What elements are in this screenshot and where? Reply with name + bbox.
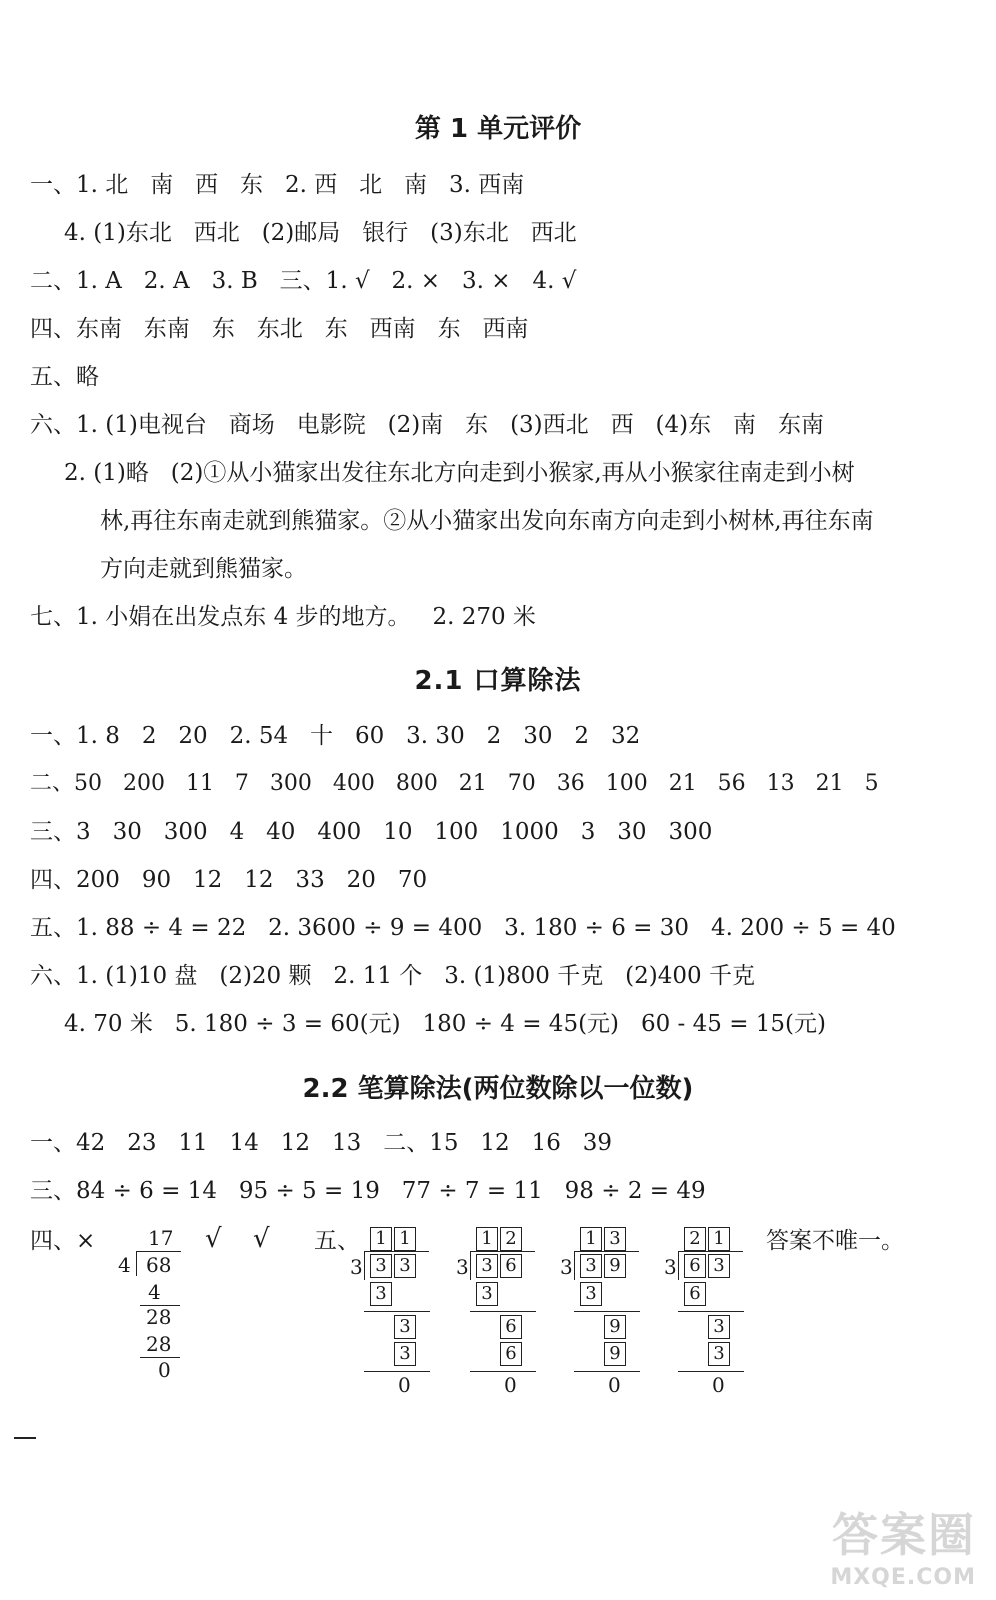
watermark-url: MXQE.COM — [830, 1565, 976, 1590]
digit-box: 1 — [580, 1227, 602, 1251]
digit-box: 3 — [580, 1254, 602, 1278]
digit-box: 3 — [476, 1282, 498, 1306]
answer-line: 二、50 200 11 7 300 400 800 21 70 36 100 21 56 13 21 5 — [30, 771, 879, 796]
subtract-boxes — [370, 1282, 394, 1306]
subtract-boxes — [500, 1342, 524, 1366]
check-mark: √ — [205, 1224, 222, 1254]
remainder-boxes — [604, 1315, 628, 1339]
digit-box: 3 — [394, 1254, 416, 1278]
remainder-boxes — [500, 1315, 524, 1339]
answer-line: 四、东南 东南 东 东北 东 西南 东 西南 — [30, 316, 529, 342]
answer-line: 六、1. (1)10 盘 (2)20 颗 2. 11 个 3. (1)800 千克 (2)400 千克 — [30, 963, 755, 989]
answer-line: 4. 70 米 5. 180 ÷ 3 = 60(元) 180 ÷ 4 = 45(元) 60 - 45 = 15(元) — [64, 1011, 826, 1037]
dividend-boxes — [370, 1254, 418, 1278]
division-rule — [678, 1311, 744, 1312]
digit-box: 9 — [604, 1342, 626, 1366]
digit-box: 2 — [500, 1227, 522, 1251]
section4-quotient: 17 — [148, 1226, 174, 1250]
footer-line — [14, 1437, 36, 1439]
digit-box: 3 — [708, 1315, 730, 1339]
dividend-boxes — [476, 1254, 524, 1278]
heading-written-division: 2.2 笔算除法(两位数除以一位数) — [302, 1074, 694, 1104]
answer-line: 七、1. 小娟在出发点东 4 步的地方。 2. 270 米 — [30, 604, 536, 630]
digit-box: 3 — [708, 1254, 730, 1278]
digit-box: 3 — [580, 1282, 602, 1306]
answer-line: 三、84 ÷ 6 = 14 95 ÷ 5 = 19 77 ÷ 7 = 11 98 ÷ 2 = 49 — [30, 1178, 706, 1204]
section4-step: 0 — [158, 1358, 171, 1382]
divisor: 3 — [664, 1255, 677, 1279]
digit-box: 1 — [394, 1227, 416, 1251]
digit-box: 6 — [500, 1342, 522, 1366]
dividend-boxes — [580, 1254, 628, 1278]
remainder: 0 — [398, 1373, 411, 1397]
answer-line: 林,再往东南走就到熊猫家。②从小猫家出发向东南方向走到小树林,再往东南 — [100, 508, 874, 534]
subtract-boxes — [604, 1342, 628, 1366]
digit-box: 3 — [370, 1282, 392, 1306]
section4-dividend: 68 — [146, 1253, 172, 1277]
subtract-boxes — [476, 1282, 500, 1306]
section4-label: 四、× — [30, 1228, 96, 1254]
digit-box: 9 — [604, 1254, 626, 1278]
remainder-boxes — [708, 1315, 732, 1339]
digit-box: 3 — [604, 1227, 626, 1251]
section4-step: 28 — [146, 1305, 172, 1329]
digit-box: 3 — [708, 1342, 730, 1366]
digit-box: 3 — [476, 1254, 498, 1278]
digit-box: 1 — [708, 1227, 730, 1251]
digit-box: 6 — [684, 1254, 706, 1278]
division-rule — [678, 1371, 744, 1372]
digit-box: 1 — [370, 1227, 392, 1251]
division-rule — [364, 1371, 430, 1372]
subtract-boxes — [708, 1342, 732, 1366]
division-rule — [574, 1371, 640, 1372]
check-mark: √ — [253, 1224, 270, 1254]
remainder-boxes — [394, 1315, 418, 1339]
section4-step: 4 — [148, 1280, 161, 1304]
digit-box: 9 — [604, 1315, 626, 1339]
digit-box: 6 — [500, 1254, 522, 1278]
divisor: 3 — [456, 1255, 469, 1279]
section4-divisor: 4 — [118, 1253, 131, 1277]
subtract-boxes — [684, 1282, 708, 1306]
digit-box: 3 — [370, 1254, 392, 1278]
watermark — [830, 1499, 976, 1590]
answer-line: 五、1. 88 ÷ 4 = 22 2. 3600 ÷ 9 = 400 3. 180 ÷ 6 = 30 4. 200 ÷ 5 = 40 — [30, 915, 896, 941]
answer-line: 一、1. 北 南 西 东 2. 西 北 南 3. 西南 — [30, 172, 525, 198]
digit-box: 2 — [684, 1227, 706, 1251]
digit-box: 3 — [394, 1315, 416, 1339]
answer-line: 三、3 30 300 4 40 400 10 100 1000 3 30 300 — [30, 819, 713, 845]
answer-line: 四、200 90 12 12 33 20 70 — [30, 867, 428, 893]
quotient-boxes — [476, 1227, 524, 1251]
remainder: 0 — [608, 1373, 621, 1397]
section4-step: 28 — [146, 1332, 172, 1356]
section5-label: 五、 — [314, 1228, 360, 1254]
quotient-boxes — [370, 1227, 418, 1251]
division-rule — [470, 1371, 536, 1372]
quotient-boxes — [580, 1227, 628, 1251]
answer-line: 五、略 — [30, 364, 99, 390]
divisor: 3 — [350, 1255, 363, 1279]
division-rule — [364, 1311, 430, 1312]
heading-unit1-evaluation: 第 1 单元评价 — [414, 114, 582, 144]
answer-line: 一、1. 8 2 20 2. 54 十 60 3. 30 2 30 2 32 — [30, 723, 641, 749]
divisor: 3 — [560, 1255, 573, 1279]
dividend-boxes — [684, 1254, 732, 1278]
section5-note: 答案不唯一。 — [766, 1228, 904, 1254]
digit-box: 1 — [476, 1227, 498, 1251]
answer-line: 方向走就到熊猫家。 — [100, 556, 307, 582]
division-rule — [470, 1311, 536, 1312]
answer-line: 2. (1)略 (2)①从小猫家出发往东北方向走到小猴家,再从小猴家往南走到小树 — [64, 460, 855, 486]
answer-line: 六、1. (1)电视台 商场 电影院 (2)南 东 (3)西北 西 (4)东 南 东南 — [30, 412, 824, 438]
answer-line: 一、42 23 11 14 12 13 二、15 12 16 39 — [30, 1130, 613, 1156]
subtract-boxes — [580, 1282, 604, 1306]
heading-oral-division: 2.1 口算除法 — [414, 666, 582, 696]
remainder: 0 — [712, 1373, 725, 1397]
digit-box: 3 — [394, 1342, 416, 1366]
answer-line: 二、1. A 2. A 3. B 三、1. √ 2. × 3. × 4. √ — [30, 268, 577, 294]
remainder: 0 — [504, 1373, 517, 1397]
digit-box: 6 — [684, 1282, 706, 1306]
quotient-boxes — [684, 1227, 732, 1251]
subtract-boxes — [394, 1342, 418, 1366]
watermark-text: 答案圈 — [832, 1508, 976, 1562]
division-rule — [574, 1311, 640, 1312]
answer-line: 4. (1)东北 西北 (2)邮局 银行 (3)东北 西北 — [64, 220, 577, 246]
digit-box: 6 — [500, 1315, 522, 1339]
